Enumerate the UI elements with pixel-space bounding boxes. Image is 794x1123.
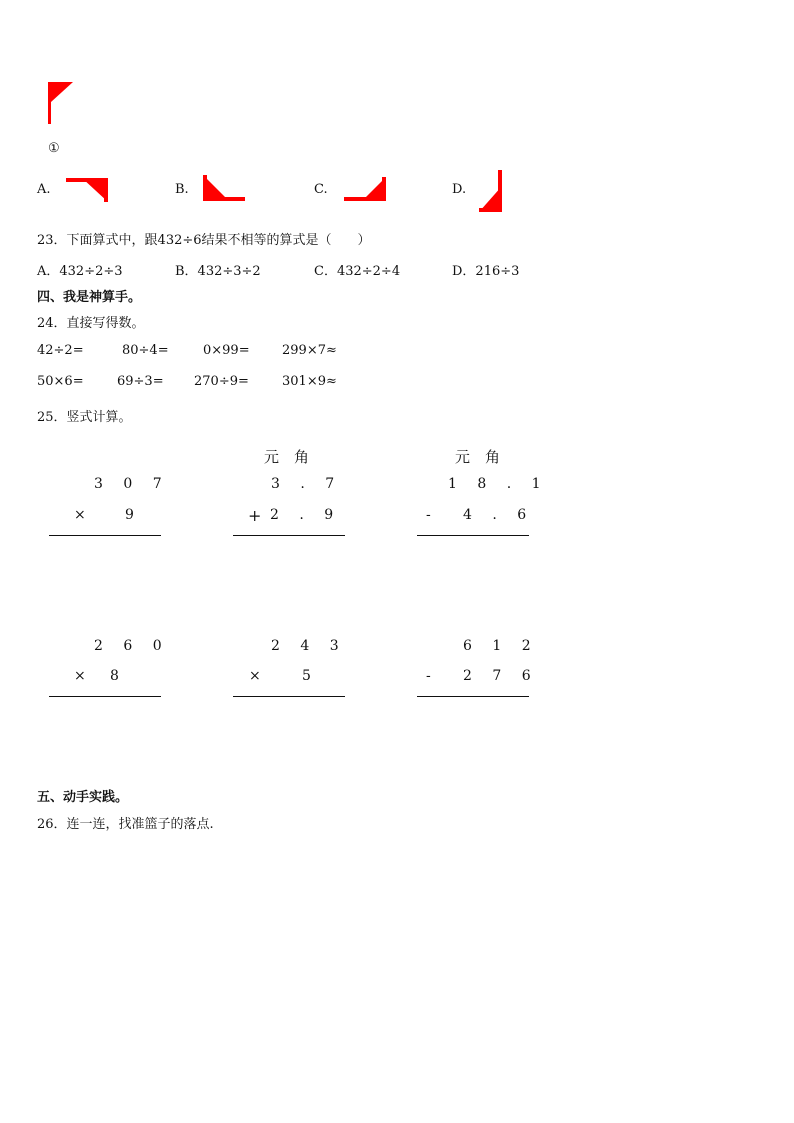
vertical-bottom-number: 2 . 9 xyxy=(270,507,342,523)
q23-option-a: A．432÷2÷3 xyxy=(37,264,123,279)
vertical-operator: - xyxy=(426,668,439,684)
vertical-operator: × xyxy=(74,668,94,684)
vertical-bottom-number: 2 7 6 xyxy=(463,668,539,684)
vertical-bottom-number: 4 . 6 xyxy=(463,507,535,523)
answer-line xyxy=(49,535,161,536)
vertical-top-number: 6 1 2 xyxy=(463,638,539,654)
right-angle-shape-a xyxy=(66,178,110,204)
q23-option-c: C．432÷2÷4 xyxy=(314,264,401,279)
q24-item: 50×6= xyxy=(37,374,84,389)
q26-text: 26．连一连，找准篮子的落点. xyxy=(37,817,214,832)
section4-heading: 四、我是神算手。 xyxy=(37,290,142,305)
q24-item: 80÷4= xyxy=(122,343,169,358)
unit-header: 元 角 xyxy=(455,448,501,466)
q24-item: 0×99= xyxy=(203,343,250,358)
q24-item: 69÷3= xyxy=(117,374,164,389)
answer-line xyxy=(417,535,529,536)
q22-option-d-letter: D. xyxy=(452,182,467,197)
flag-figure xyxy=(48,82,78,128)
q24-title: 24．直接写得数。 xyxy=(37,316,145,331)
vertical-top-number: 3 . 7 xyxy=(271,476,343,492)
q24-item: 42÷2= xyxy=(37,343,84,358)
q24-item: 270÷9= xyxy=(194,374,249,389)
figure-marker: ① xyxy=(48,141,60,156)
vertical-top-number: 3 0 7 xyxy=(94,476,170,492)
unit-header: 元 角 xyxy=(264,448,310,466)
vertical-operator: × xyxy=(249,668,269,684)
q23-option-b: B．432÷3÷2 xyxy=(175,264,261,279)
vertical-operator: - xyxy=(426,507,439,523)
section5-heading: 五、动手实践。 xyxy=(37,790,129,805)
q24-item: 301×9≈ xyxy=(282,374,337,389)
answer-line xyxy=(233,696,345,697)
q23-question: 23．下面算式中，跟432÷6结果不相等的算式是（ ） xyxy=(37,233,371,248)
answer-line xyxy=(417,696,529,697)
vertical-bottom-number: 9 xyxy=(125,507,142,523)
q22-option-b-letter: B. xyxy=(175,182,189,197)
vertical-top-number: 2 4 3 xyxy=(271,638,347,654)
q22-option-c-letter: C. xyxy=(314,182,328,197)
q23-option-d: D．216÷3 xyxy=(452,264,520,279)
q22-option-a-letter: A. xyxy=(37,182,51,197)
vertical-operator: × xyxy=(74,507,94,523)
vertical-bottom-number: 5 xyxy=(302,668,319,684)
answer-line xyxy=(233,535,345,536)
right-angle-shape-c xyxy=(344,177,388,203)
vertical-top-number: 2 6 0 xyxy=(94,638,170,654)
vertical-operator: + xyxy=(248,506,270,525)
right-angle-shape-d xyxy=(479,170,503,214)
q25-title: 25．竖式计算。 xyxy=(37,410,132,425)
q24-item: 299×7≈ xyxy=(282,343,337,358)
right-angle-shape-b xyxy=(203,175,247,203)
vertical-top-number: 1 8 . 1 xyxy=(448,476,549,492)
answer-line xyxy=(49,696,161,697)
vertical-bottom-number: 8 xyxy=(110,668,127,684)
